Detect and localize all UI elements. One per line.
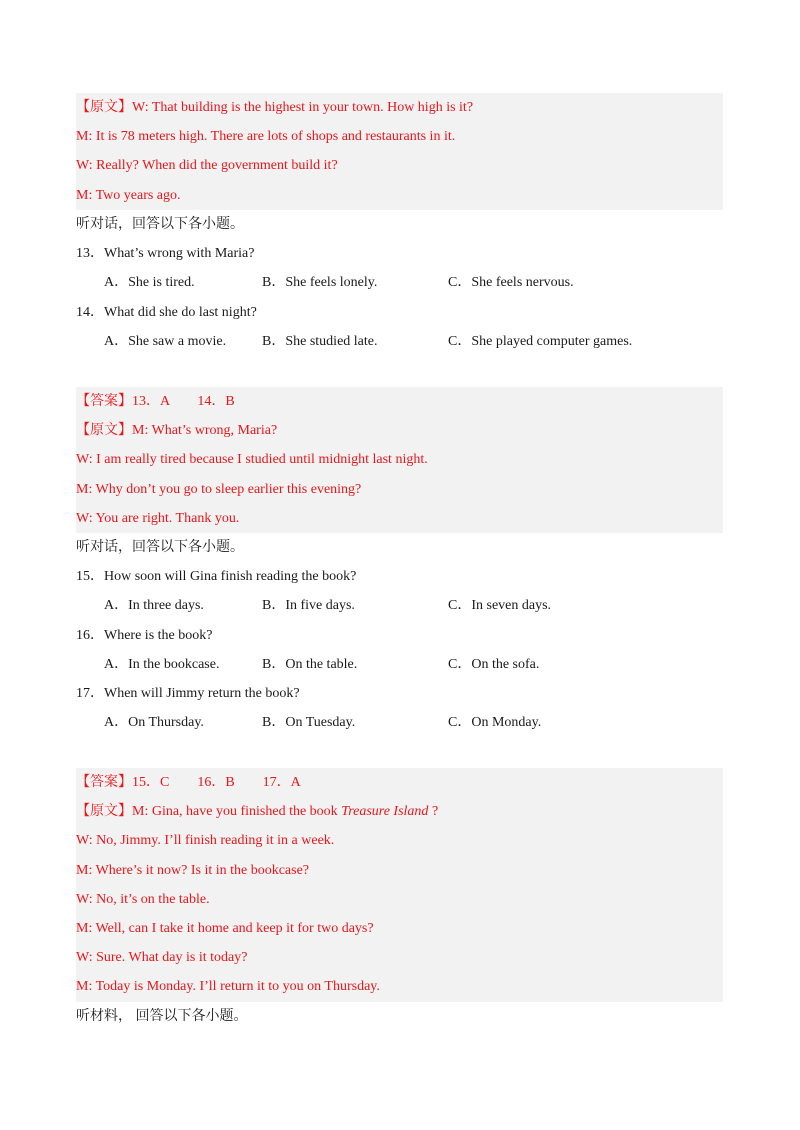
section-instruction: 听材料， 回答以下各小题。	[76, 1009, 248, 1024]
option-b: B．She feels lonely.	[262, 275, 378, 291]
question-stem: 17．When will Jimmy return the book?	[76, 685, 300, 701]
transcript-line: W: Really? When did the government build it?	[76, 158, 338, 174]
answer-line: 【答案】13．A 14．B	[76, 394, 235, 409]
transcript-line: 【原文】M: What’s wrong, Maria?	[76, 423, 278, 439]
option-c: C．She feels nervous.	[448, 275, 574, 291]
option-b: B．She studied late.	[262, 333, 378, 349]
transcript-line: M: Well, can I take it home and keep it for two days?	[76, 920, 374, 936]
section-instruction: 听对话，回答以下各小题。	[76, 217, 244, 232]
answer-block-3	[76, 768, 723, 1002]
answer-line: 【答案】15．C 16．B 17．A	[76, 775, 301, 790]
book-title: Treasure Island	[341, 804, 429, 820]
transcript-line: M: Where’s it now? Is it in the bookcase?	[76, 862, 310, 878]
section-instruction: 听对话，回答以下各小题。	[76, 540, 244, 555]
question-section-3	[76, 533, 723, 737]
option-b: B．In five days.	[262, 598, 355, 614]
question-section-2	[76, 210, 723, 356]
question-stem: 15．How soon will Gina finish reading the book?	[76, 569, 357, 585]
question-stem: 16．Where is the book?	[76, 627, 213, 643]
question-options	[76, 708, 723, 737]
transcript-prefix: 【原文】M: Gina, have you finished the book	[76, 804, 342, 820]
question-options	[76, 268, 723, 297]
transcript-line: W: You are right. Thank you.	[76, 510, 240, 526]
transcript-suffix: ?	[428, 804, 439, 820]
option-c: C．She played computer games.	[448, 333, 633, 349]
question-stem: 13．What’s wrong with Maria?	[76, 246, 255, 262]
question-stem: 14．What did she do last night?	[76, 304, 257, 320]
transcript-line: M: Two years ago.	[76, 187, 181, 203]
transcript-line: W: No, Jimmy. I’ll finish reading it in a week.	[76, 833, 335, 849]
option-a: A．In the bookcase.	[104, 656, 220, 672]
question-options	[76, 327, 723, 356]
transcript-line	[76, 797, 723, 826]
option-c: C．On Monday.	[448, 715, 542, 731]
option-c: C．In seven days.	[448, 598, 552, 614]
option-a: A．In three days.	[104, 598, 204, 614]
transcript-block-1	[76, 93, 723, 210]
question-options	[76, 650, 723, 679]
option-a: A．She saw a movie.	[104, 333, 227, 349]
transcript-line: W: No, it’s on the table.	[76, 891, 210, 907]
answer-block-2	[76, 387, 723, 533]
question-options	[76, 591, 723, 620]
option-b: B．On the table.	[262, 656, 358, 672]
option-b: B．On Tuesday.	[262, 715, 356, 731]
transcript-line: W: Sure. What day is it today?	[76, 950, 248, 966]
transcript-line: M: Today is Monday. I’ll return it to you on Thursday.	[76, 979, 380, 995]
transcript-line: 【原文】W: That building is the highest in your town. How high is it?	[76, 100, 474, 115]
transcript-line: M: It is 78 meters high. There are lots of shops and restaurants in it.	[76, 129, 456, 145]
option-c: C．On the sofa.	[448, 656, 540, 672]
option-a: A．She is tired.	[104, 275, 195, 291]
transcript-line: W: I am really tired because I studied until midnight last night.	[76, 452, 428, 468]
question-section-4	[76, 1002, 723, 1031]
option-a: A．On Thursday.	[104, 715, 204, 731]
transcript-line: M: Why don’t you go to sleep earlier this evening?	[76, 481, 362, 497]
